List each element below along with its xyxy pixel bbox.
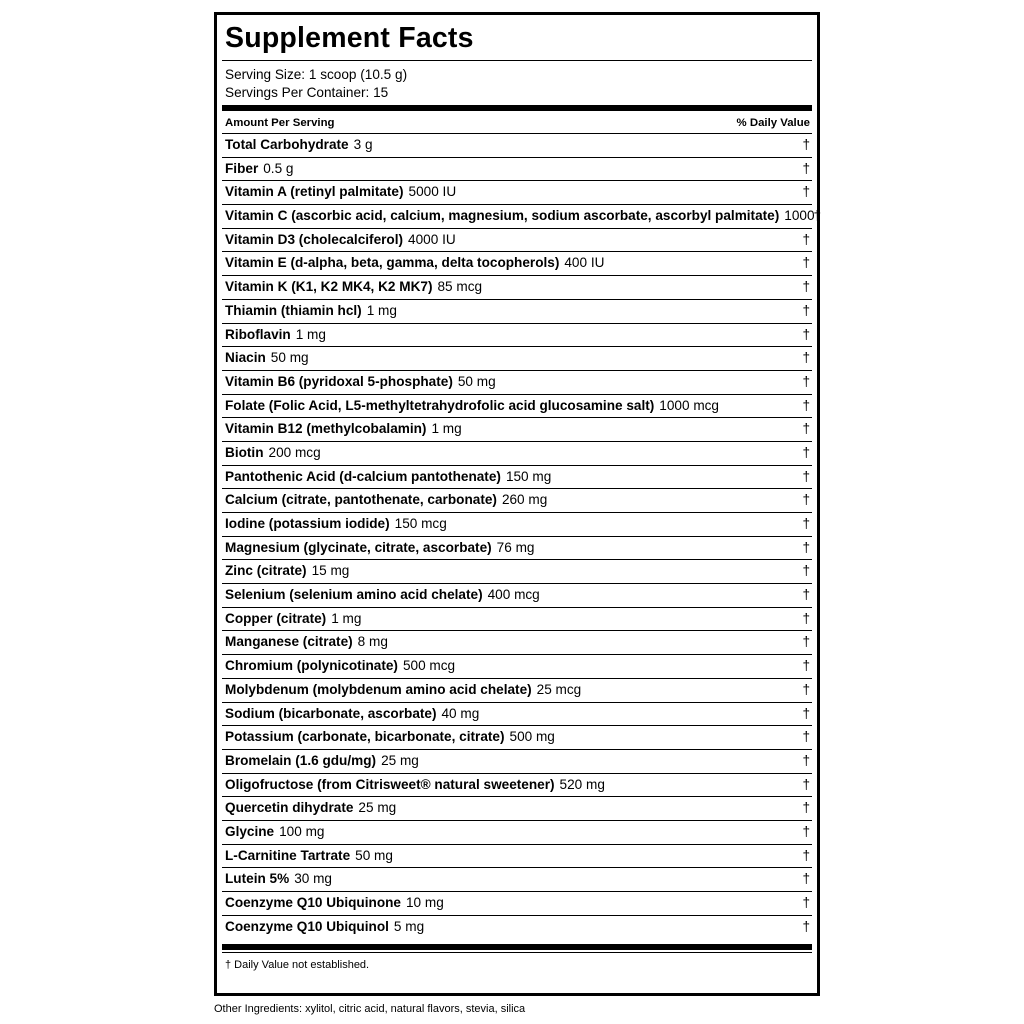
nutrient-daily-value: †	[802, 255, 810, 271]
label-title: Supplement Facts	[222, 15, 812, 61]
nutrient-name: Vitamin C (ascorbic acid, calcium, magnesium, sodium ascorbate, ascorbyl palmitate)	[225, 208, 780, 224]
nutrient-amount: 400 mcg	[487, 587, 540, 603]
nutrient-amount: 1 mg	[431, 421, 462, 437]
supplement-facts-panel	[214, 12, 820, 996]
nutrient-daily-value: †	[802, 160, 810, 176]
nutrient-amount: 50 mg	[270, 350, 309, 366]
nutrient-row	[222, 466, 812, 490]
nutrient-amount: 1000	[784, 208, 815, 224]
serving-size: Serving Size: 1 scoop (10.5 g)	[225, 67, 408, 82]
nutrient-row	[222, 631, 812, 655]
nutrient-daily-value: †	[802, 705, 810, 721]
serving-info	[222, 61, 812, 105]
nutrient-name: Total Carbohydrate	[225, 137, 349, 152]
nutrient-name: Manganese (citrate)	[225, 634, 353, 650]
nutrient-row	[222, 158, 812, 182]
nutrient-name: Niacin	[225, 350, 266, 366]
thick-divider	[222, 105, 812, 111]
nutrient-daily-value: †	[802, 752, 810, 768]
nutrient-row	[222, 655, 812, 679]
nutrient-name: L-Carnitine Tartrate	[225, 847, 351, 863]
nutrient-daily-value: †	[802, 918, 810, 934]
nutrient-amount: 30 mg	[294, 871, 332, 887]
nutrient-daily-value: †	[802, 492, 810, 508]
nutrient-row	[222, 584, 812, 608]
nutrient-amount: 260 mg	[501, 492, 548, 508]
daily-value-footnote: † Daily Value not established.	[222, 952, 812, 971]
nutrient-daily-value: †	[802, 681, 810, 697]
nutrient-row	[222, 916, 812, 939]
nutrient-daily-value: †	[813, 208, 821, 224]
nutrient-row	[222, 276, 812, 300]
nutrient-row	[222, 797, 812, 821]
nutrient-daily-value: †	[802, 231, 810, 247]
nutrient-row	[222, 134, 812, 158]
nutrient-daily-value: †	[802, 468, 810, 484]
nutrient-list	[222, 134, 821, 938]
nutrient-daily-value: †	[802, 847, 810, 863]
nutrient-name: Coenzyme Q10 Ubiquinol	[225, 918, 389, 934]
nutrient-row	[222, 560, 812, 584]
nutrient-amount: 40 mg	[441, 705, 480, 721]
nutrient-amount: 400 IU	[564, 255, 605, 271]
nutrient-row	[222, 229, 812, 253]
nutrient-amount: 520 mg	[559, 776, 605, 792]
nutrient-amount: 50 mg	[355, 847, 393, 863]
nutrient-amount: 76 mg	[496, 539, 535, 555]
nutrient-daily-value: †	[802, 444, 810, 460]
nutrient-name: Calcium (citrate, pantothenate, carbonate)	[225, 492, 497, 508]
nutrient-daily-value: †	[802, 658, 810, 674]
nutrient-row	[222, 892, 812, 916]
nutrient-daily-value: †	[802, 895, 810, 910]
nutrient-amount: 5 mg	[393, 918, 425, 934]
nutrient-row	[222, 537, 812, 561]
nutrient-amount: 100 mg	[279, 823, 325, 839]
nutrient-daily-value: †	[802, 610, 810, 626]
nutrient-daily-value: †	[802, 800, 810, 816]
nutrient-amount: 0.5 g	[263, 160, 294, 176]
nutrient-amount: 500 mcg	[402, 658, 456, 674]
nutrient-row	[222, 371, 812, 395]
nutrient-name: Copper (citrate)	[225, 610, 327, 626]
servings-per-container: Servings Per Container: 15	[225, 84, 389, 100]
nutrient-amount: 50 mg	[457, 373, 496, 389]
nutrient-daily-value: †	[802, 326, 810, 342]
nutrient-amount: 8 mg	[357, 634, 388, 650]
nutrient-amount: 85 mcg	[437, 279, 483, 295]
nutrient-amount: 1 mg	[295, 326, 326, 342]
nutrient-name: Vitamin K (K1, K2 MK4, K2 MK7)	[225, 279, 433, 295]
nutrient-row	[222, 181, 812, 205]
nutrient-name: Oligofructose (from Citrisweet® natural sweetener)	[225, 776, 555, 792]
nutrient-daily-value: †	[802, 137, 810, 152]
nutrient-daily-value: †	[802, 516, 810, 531]
nutrient-name: Potassium (carbonate, bicarbonate, citrate)	[225, 729, 505, 745]
nutrient-row	[222, 845, 812, 869]
nutrient-amount: 1 mg	[331, 610, 362, 626]
nutrient-amount: 5000 IU	[408, 184, 457, 200]
nutrient-amount: 1 mg	[366, 302, 397, 318]
nutrient-row	[222, 418, 812, 442]
nutrient-name: Vitamin B12 (methylcobalamin)	[225, 421, 427, 437]
daily-value-header: % Daily Value	[736, 117, 810, 129]
nutrient-amount: 15 mg	[311, 563, 350, 579]
nutrient-amount: 25 mg	[358, 800, 397, 816]
nutrient-name: Vitamin A (retinyl palmitate)	[225, 184, 404, 200]
nutrient-name: Selenium (selenium amino acid chelate)	[225, 587, 483, 603]
nutrient-amount: 25 mg	[381, 752, 419, 768]
nutrient-name: Bromelain (1.6 gdu/mg)	[225, 752, 377, 768]
nutrient-amount: 200 mcg	[268, 444, 321, 460]
nutrient-row	[222, 679, 812, 703]
nutrient-name: Pantothenic Acid (d-calcium pantothenate)	[225, 468, 501, 484]
nutrient-row	[222, 703, 812, 727]
other-ingredients: Other Ingredients: xylitol, citric acid, natural flavors, stevia, silica	[214, 1003, 526, 1015]
nutrient-name: Lutein 5%	[225, 871, 290, 887]
nutrient-row	[222, 608, 812, 632]
nutrient-name: Quercetin dihydrate	[225, 800, 354, 816]
nutrient-row	[222, 252, 812, 276]
nutrient-row	[222, 489, 812, 513]
nutrient-daily-value: †	[802, 587, 810, 603]
nutrient-daily-value: †	[802, 823, 810, 839]
nutrient-name: Sodium (bicarbonate, ascorbate)	[225, 705, 437, 721]
nutrient-amount: 150 mcg	[394, 516, 447, 531]
nutrient-amount: 25 mcg	[536, 681, 582, 697]
nutrient-row	[222, 205, 821, 229]
nutrient-name: Coenzyme Q10 Ubiquinone	[225, 895, 401, 910]
nutrient-row	[222, 774, 812, 798]
nutrient-row	[222, 442, 812, 466]
nutrient-amount: 3 g	[353, 137, 373, 152]
nutrient-row	[222, 726, 812, 750]
nutrient-amount: 4000 IU	[408, 231, 456, 247]
nutrient-daily-value: †	[802, 302, 810, 318]
nutrient-daily-value: †	[802, 634, 810, 650]
nutrient-name: Thiamin (thiamin hcl)	[225, 302, 362, 318]
nutrient-name: Magnesium (glycinate, citrate, ascorbate)	[225, 539, 492, 555]
nutrient-name: Folate (Folic Acid, L5-methyltetrahydrofolic acid glucosamine salt)	[225, 397, 655, 413]
nutrient-daily-value: †	[802, 421, 810, 437]
nutrient-name: Vitamin E (d-alpha, beta, gamma, delta tocopherols)	[225, 255, 560, 271]
nutrient-daily-value: †	[802, 729, 810, 745]
nutrient-daily-value: †	[802, 184, 810, 200]
nutrient-name: Vitamin B6 (pyridoxal 5-phosphate)	[225, 373, 453, 389]
nutrient-daily-value: †	[802, 279, 810, 295]
nutrient-row	[222, 750, 812, 774]
nutrient-amount: 150 mg	[505, 468, 552, 484]
nutrient-daily-value: †	[802, 397, 810, 413]
nutrient-amount: 10 mg	[406, 895, 444, 910]
nutrient-name: Chromium (polynicotinate)	[225, 658, 398, 674]
nutrient-row	[222, 868, 812, 892]
nutrient-name: Fiber	[225, 160, 259, 176]
nutrient-name: Iodine (potassium iodide)	[225, 516, 390, 531]
nutrient-daily-value: †	[802, 373, 810, 389]
nutrient-name: Molybdenum (molybdenum amino acid chelate)	[225, 681, 532, 697]
nutrient-row	[222, 513, 812, 537]
nutrient-amount: 1000 mcg	[659, 397, 719, 413]
nutrient-daily-value: †	[802, 539, 810, 555]
nutrient-name: Vitamin D3 (cholecalciferol)	[225, 231, 404, 247]
nutrient-name: Riboflavin	[225, 326, 291, 342]
nutrient-daily-value: †	[802, 871, 810, 887]
amount-per-serving-header: Amount Per Serving	[225, 117, 335, 129]
nutrient-row	[222, 300, 812, 324]
nutrient-amount: 500 mg	[509, 729, 555, 745]
nutrient-daily-value: †	[802, 776, 810, 792]
nutrient-name: Glycine	[225, 823, 275, 839]
nutrient-row	[222, 347, 812, 371]
nutrient-row	[222, 395, 812, 419]
nutrient-daily-value: †	[802, 563, 810, 579]
nutrient-name: Biotin	[225, 444, 264, 460]
nutrient-name: Zinc (citrate)	[225, 563, 307, 579]
nutrient-row	[222, 324, 812, 348]
column-header	[222, 113, 812, 134]
bottom-thick-divider	[222, 944, 812, 950]
nutrient-row	[222, 821, 812, 845]
nutrient-daily-value: †	[802, 350, 810, 366]
